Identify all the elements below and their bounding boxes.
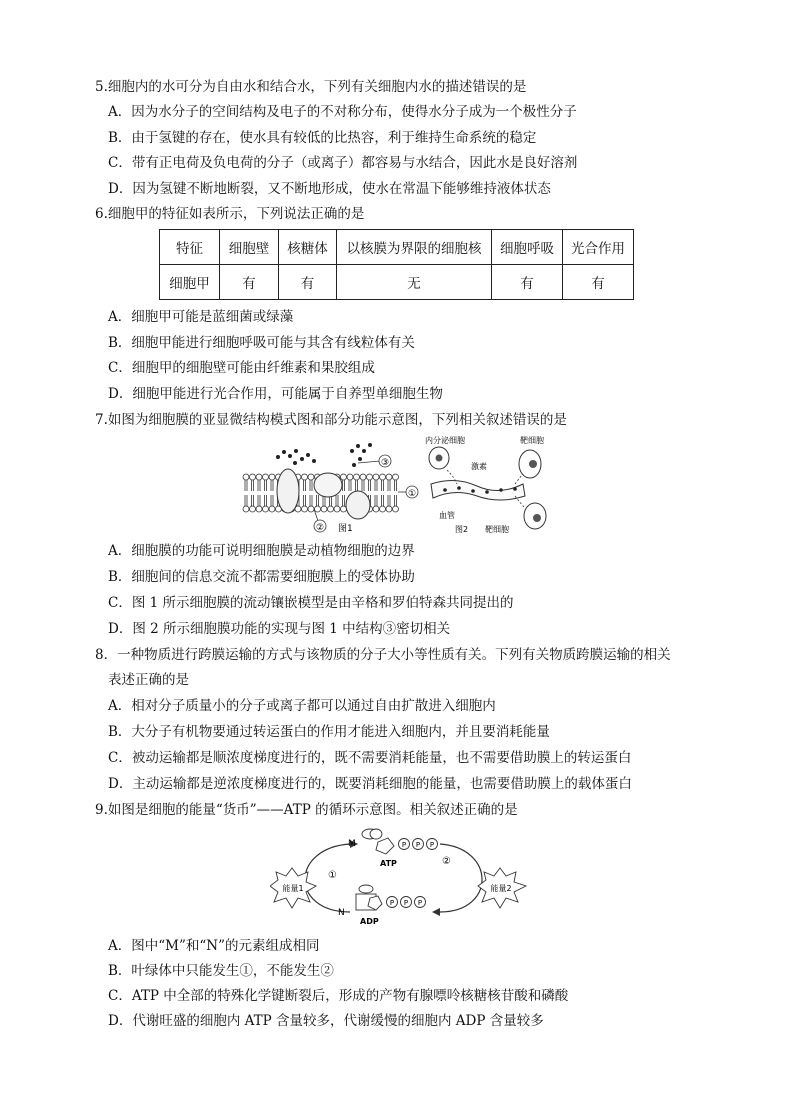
phospholipid-tail: [349, 480, 351, 491]
phospholipid-tail: [310, 495, 312, 506]
q5-stem: 5.细胞内的水可分为自由水和结合水，下列有关细胞内水的描述错误的是: [95, 79, 527, 95]
phospholipid-head: [341, 474, 347, 480]
adp-molecule: [356, 885, 426, 926]
q5-option-a: A．因为水分子的空间结构及电子的不对称分布，使得水分子成为一个极性分子: [108, 104, 577, 120]
q9-option-a: A．图中“M”和“N”的元素组成相同: [108, 938, 320, 954]
phospholipid-tail: [343, 495, 345, 506]
q9-option-b: B．叶绿体中只能发生①，不能发生②: [108, 963, 334, 979]
phospholipid-head: [243, 506, 249, 512]
phosphate-label: P: [417, 899, 423, 907]
phospholipid-head: [386, 506, 392, 512]
q8-option-b: B．大分子有机物要通过转运蛋白的作用才能进入细胞内，并且要消耗能量: [108, 724, 550, 740]
phosphate-label: P: [429, 841, 435, 849]
phospholipid-tail: [317, 495, 319, 506]
phospholipid-head: [250, 506, 256, 512]
phospholipid-head: [393, 474, 399, 480]
phospholipid-tail: [375, 480, 377, 491]
n-label: N: [338, 908, 345, 918]
phospholipid-tail: [356, 480, 358, 491]
phospholipid-head: [263, 474, 269, 480]
phospholipid-head: [380, 474, 386, 480]
phospholipid-head: [354, 474, 360, 480]
phospholipid-head: [380, 506, 386, 512]
phospholipid-tail: [245, 495, 247, 506]
phospholipid-head: [373, 506, 379, 512]
atp-cycle-figure: [270, 826, 530, 930]
phospholipid-tail: [271, 480, 273, 491]
q8-option-a: A．相对分子质量小的分子或离子都可以通过自由扩散进入细胞内: [108, 698, 496, 714]
energy-2-label: 能量2: [490, 884, 512, 893]
phospholipid-tail: [388, 480, 390, 491]
phospholipid-head: [302, 474, 308, 480]
hormone-label: 激素: [471, 462, 487, 471]
phospholipid-head: [347, 474, 353, 480]
table-header: 核糖体: [279, 230, 337, 265]
channel-protein: [277, 469, 299, 513]
phospholipid-head: [328, 506, 334, 512]
glycocalyx-left: [276, 449, 316, 465]
phospholipid-head: [393, 506, 399, 512]
q7-option-b: B．细胞间的信息交流不都需要细胞膜上的受体协助: [108, 569, 415, 585]
phospholipid-head: [269, 506, 275, 512]
q8-option-c: C．被动运输都是顺浓度梯度进行的，既不需要消耗能量，也不需要借助膜上的转运蛋白: [108, 750, 632, 766]
phospholipid-head: [386, 474, 392, 480]
phospholipid-head: [263, 506, 269, 512]
q6-option-d: D．细胞甲能进行光合作用，可能属于自养型单细胞生物: [108, 386, 443, 402]
atp-label: ATP: [380, 859, 397, 868]
embedded-protein: [346, 491, 370, 519]
phospholipid-head: [256, 506, 262, 512]
q9-option-d: D．代谢旺盛的细胞内 ATP 含量较多，代谢缓慢的细胞内 ADP 含量较多: [108, 1013, 544, 1029]
phosphate-label: P: [389, 899, 395, 907]
q7-option-d: D．图 2 所示细胞膜功能的实现与图 1 中结构③密切相关: [108, 621, 451, 637]
phospholipid-head: [250, 474, 256, 480]
label-1: ①: [407, 489, 417, 499]
table-cell: 有: [492, 265, 563, 300]
phospholipid-tail: [304, 480, 306, 491]
phospholipid-tail: [310, 480, 312, 491]
glycocalyx-right: [350, 443, 372, 467]
q9-option-c: C．ATP 中全部的特殊化学键断裂后，形成的产物有腺嘌呤核糖核苷酸和磷酸: [108, 988, 569, 1004]
q8-stem-line1: 8．一种物质进行跨膜运输的方式与该物质的分子大小等性质有关。下列有关物质跨膜运输的相关: [95, 647, 671, 663]
table-cell: 有: [279, 265, 337, 300]
arrow-2: [440, 844, 482, 912]
phospholipid-head: [256, 474, 262, 480]
label-3: ③: [380, 458, 390, 468]
table-header: 细胞壁: [220, 230, 279, 265]
phospholipid-tail: [388, 495, 390, 506]
secretory-cell-label: 内分泌细胞: [425, 436, 465, 445]
q8-option-d: D．主动运输都是逆浓度梯度进行的，既要消耗细胞的能量，也需要借助膜上的载体蛋白: [108, 776, 632, 792]
phosphate-label: P: [403, 899, 409, 907]
phospholipid-tail: [369, 480, 371, 491]
q6-option-b: B．细胞甲能进行细胞呼吸可能与其含有线粒体有关: [108, 335, 415, 351]
phospholipid-tail: [336, 495, 338, 506]
phospholipid-tail: [265, 480, 267, 491]
phospholipid-head: [243, 474, 249, 480]
phospholipid-tail: [252, 495, 254, 506]
table-cell: 有: [220, 265, 279, 300]
fig2-caption: 图2: [455, 525, 469, 534]
target-cell-top-label: 靶细胞: [520, 436, 544, 445]
q6-option-a: A．细胞甲可能是蓝细菌或绿藻: [108, 309, 294, 325]
table-header-row: [160, 230, 634, 265]
q9-stem: 9.如图是细胞的能量“货币”——ATP 的循环示意图。相关叙述正确的是: [95, 802, 518, 818]
q5-option-b: B．由于氢键的存在，使水具有较低的比热容，利于维持生命系统的稳定: [108, 130, 537, 146]
phospholipid-tail: [258, 495, 260, 506]
q6-option-c: C．细胞甲的细胞壁可能由纤维素和果胶组成: [108, 360, 375, 376]
membrane-model-figure: [240, 437, 420, 537]
phospholipid-tail: [258, 480, 260, 491]
phospholipid-head: [334, 506, 340, 512]
phospholipid-tail: [382, 495, 384, 506]
phospholipid-head: [308, 474, 314, 480]
phospholipid-tail: [245, 480, 247, 491]
surface-protein: [314, 473, 342, 497]
phosphate-label: P: [415, 841, 421, 849]
phospholipid-tail: [252, 480, 254, 491]
q5-option-d: D．因为氢键不断地断裂，又不断地形成，使水在常温下能够维持液体状态: [108, 181, 551, 197]
label-2: ②: [315, 523, 325, 533]
q7-option-c: C．图 1 所示细胞膜的流动镶嵌模型是由辛格和罗伯特森共同提出的: [108, 595, 514, 611]
phospholipid-tail: [362, 480, 364, 491]
phosphate-label: P: [401, 841, 407, 849]
table-header: 光合作用: [563, 230, 634, 265]
adp-label: ADP: [360, 917, 379, 926]
phospholipid-head: [367, 474, 373, 480]
step-2-label: ②: [442, 856, 451, 867]
phospholipid-tail: [265, 495, 267, 506]
q7-stem: 7.如图为细胞膜的亚显微结构模式图和部分功能示意图，下列相关叙述错误的是: [95, 412, 567, 428]
phospholipid-head: [360, 474, 366, 480]
table-cell: 无: [337, 265, 492, 300]
energy-1-label: 能量1: [282, 884, 304, 893]
table-cell: 细胞甲: [160, 265, 220, 300]
phospholipid-head: [269, 474, 275, 480]
phospholipid-tail: [271, 495, 273, 506]
m-label: M: [348, 839, 356, 849]
atp-molecule: [362, 829, 438, 868]
phospholipid-head: [308, 506, 314, 512]
q8-stem-line2: 表述正确的是: [108, 672, 189, 688]
phospholipid-tail: [395, 480, 397, 491]
target-cell-bottom-label: 靶细胞: [485, 525, 509, 534]
phospholipid-tail: [304, 495, 306, 506]
hormone-signaling-figure: [425, 434, 555, 538]
phospholipid-tail: [395, 495, 397, 506]
phospholipid-head: [315, 506, 321, 512]
q7-option-a: A．细胞膜的功能可说明细胞膜是动植物细胞的边界: [108, 543, 415, 559]
cell-feature-table: [159, 229, 634, 300]
phospholipid-head: [302, 506, 308, 512]
fig1-caption: 图1: [338, 524, 353, 534]
table-header: 细胞呼吸: [492, 230, 563, 265]
phospholipid-head: [321, 506, 327, 512]
blood-vessel-label: 血管: [439, 511, 455, 520]
phospholipid-tail: [343, 480, 345, 491]
q5-option-c: C．带有正电荷及负电荷的分子（或离子）都容易与水结合，因此水是良好溶剂: [108, 155, 578, 171]
phospholipid-head: [373, 474, 379, 480]
table-header: 特征: [160, 230, 220, 265]
phospholipid-tail: [375, 495, 377, 506]
table-cell: 有: [563, 265, 634, 300]
table-row: [160, 265, 634, 300]
step-1-label: ①: [328, 870, 337, 881]
phospholipid-tail: [382, 480, 384, 491]
q6-stem: 6.细胞甲的特征如表所示，下列说法正确的是: [95, 206, 365, 222]
table-header: 以核膜为界限的细胞核: [337, 230, 492, 265]
